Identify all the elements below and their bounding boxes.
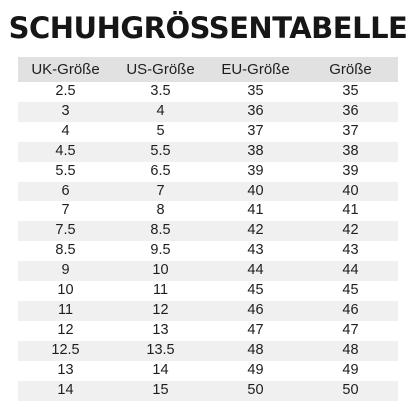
cell-size: 35: [342, 83, 359, 99]
cell-eu-size: 37: [247, 122, 264, 139]
cell-eu-size: 43: [247, 242, 264, 259]
table-row: [18, 341, 398, 361]
cell-eu-size: 50: [208, 381, 303, 401]
header-eu-size: EU-Größe: [208, 57, 303, 82]
cell-uk-size: 8.5: [55, 242, 76, 259]
cell-us-size: 3.5: [150, 83, 171, 99]
cell-eu-size: 38: [208, 142, 303, 162]
cell-uk-size: 3: [18, 102, 113, 122]
cell-size: 42: [303, 221, 398, 241]
table-row: [18, 321, 398, 341]
cell-eu-size: 39: [247, 162, 264, 179]
cell-size: 37: [342, 122, 359, 139]
cell-eu-size: 46: [208, 301, 303, 321]
cell-eu-size: 41: [247, 202, 264, 219]
cell-us-size: 9.5: [150, 242, 171, 259]
cell-us-size: 12: [113, 301, 208, 321]
cell-size: 47: [342, 321, 359, 338]
table-row: [18, 221, 398, 241]
cell-uk-size: 9: [18, 261, 113, 281]
cell-uk-size: 5.5: [55, 162, 76, 179]
cell-eu-size: 35: [247, 83, 264, 99]
cell-size: 49: [342, 361, 359, 378]
cell-uk-size: 14: [18, 381, 113, 401]
cell-uk-size: 13: [57, 361, 74, 378]
cell-uk-size: 4.5: [18, 142, 113, 162]
cell-us-size: 13: [152, 321, 169, 338]
cell-uk-size: 6: [18, 182, 113, 202]
table-row: [18, 301, 398, 321]
table-header: [18, 57, 398, 82]
cell-us-size: 11: [152, 282, 169, 299]
cell-size: 46: [303, 301, 398, 321]
header-size: Größe: [303, 57, 398, 82]
cell-uk-size: 7: [61, 202, 70, 219]
cell-eu-size: 47: [247, 321, 264, 338]
table-row: [18, 201, 398, 221]
cell-size: 44: [303, 261, 398, 281]
table-row: [18, 361, 398, 381]
cell-us-size: 4: [113, 102, 208, 122]
cell-us-size: 10: [113, 261, 208, 281]
table-row: [18, 102, 398, 122]
table-row: [18, 82, 398, 102]
table-row: [18, 261, 398, 281]
table-body: [18, 82, 398, 401]
table-row: [18, 381, 398, 401]
header-uk-size: UK-Größe: [18, 57, 113, 82]
cell-eu-size: 49: [247, 361, 264, 378]
cell-size: 40: [303, 182, 398, 202]
header-row: [18, 57, 398, 82]
cell-us-size: 13.5: [113, 341, 208, 361]
cell-uk-size: 4: [61, 122, 70, 139]
table-row: [18, 241, 398, 261]
cell-us-size: 14: [152, 361, 169, 378]
cell-us-size: 5.5: [113, 142, 208, 162]
size-table: [18, 57, 398, 401]
cell-us-size: 15: [113, 381, 208, 401]
table-row: [18, 142, 398, 162]
table-row: [18, 122, 398, 142]
cell-size: 38: [303, 142, 398, 162]
cell-size: 45: [342, 282, 359, 299]
cell-eu-size: 36: [208, 102, 303, 122]
cell-uk-size: 11: [18, 301, 113, 321]
cell-us-size: 8: [156, 202, 165, 219]
cell-size: 36: [303, 102, 398, 122]
cell-eu-size: 48: [208, 341, 303, 361]
header-us-size: US-Größe: [113, 57, 208, 82]
cell-uk-size: 10: [57, 282, 74, 299]
cell-eu-size: 42: [208, 221, 303, 241]
cell-uk-size: 7.5: [18, 221, 113, 241]
cell-uk-size: 12: [57, 321, 74, 338]
cell-eu-size: 45: [247, 282, 264, 299]
cell-size: 43: [342, 242, 359, 259]
table-row: [18, 162, 398, 182]
cell-size: 39: [342, 162, 359, 179]
cell-eu-size: 44: [208, 261, 303, 281]
table-row: [18, 182, 398, 202]
cell-us-size: 8.5: [113, 221, 208, 241]
cell-us-size: 5: [156, 122, 165, 139]
page-title: SCHUHGRÖSSENTABELLE: [8, 11, 408, 45]
cell-uk-size: 2.5: [55, 83, 76, 99]
cell-eu-size: 40: [208, 182, 303, 202]
cell-size: 50: [303, 381, 398, 401]
cell-us-size: 7: [113, 182, 208, 202]
cell-uk-size: 12.5: [18, 341, 113, 361]
cell-us-size: 6.5: [150, 162, 171, 179]
cell-size: 41: [342, 202, 359, 219]
table-row: [18, 281, 398, 301]
cell-size: 48: [303, 341, 398, 361]
